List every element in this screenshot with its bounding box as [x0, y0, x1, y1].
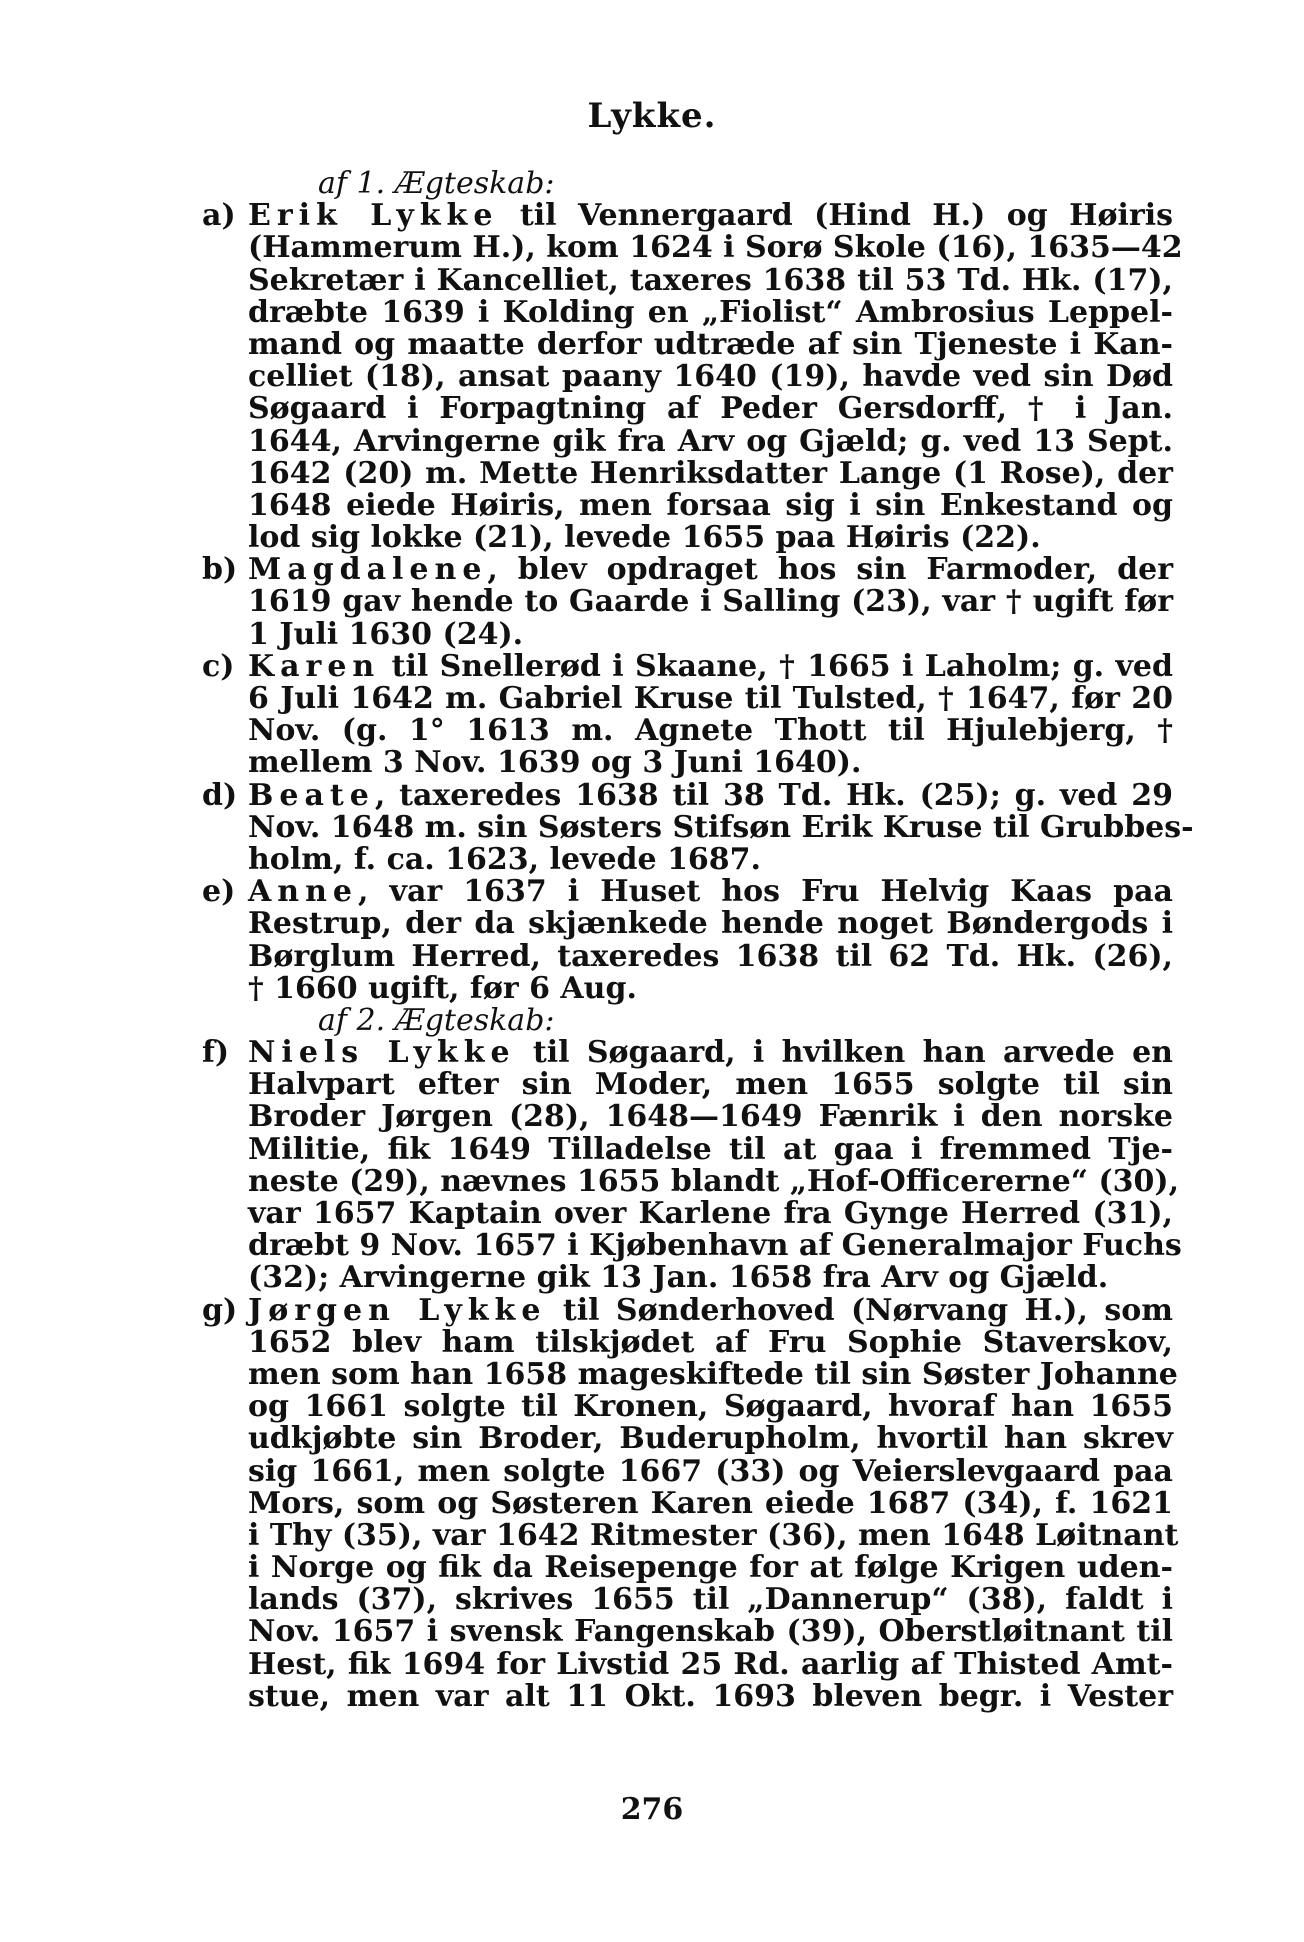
entry-line: var 1657 Kaptain over Karlene fra Gynge Herred (31),: [248, 1196, 1173, 1231]
person-name: Magdalene: [248, 552, 488, 588]
entry-marker: d): [202, 777, 238, 813]
entry-line: Halvpart efter sin Moder, men 1655 solgte til sin: [248, 1067, 1173, 1103]
entry-line: d) Beate, taxeredes 1638 til 38 Td. Hk. (25); g. ved 29: [202, 777, 1173, 813]
entry-line: 1652 blev ham tilskjødet af Fru Sophie Staverskov,: [248, 1324, 1173, 1360]
entry-line: mellem 3 Nov. 1639 og 3 Juni 1640).: [248, 745, 862, 781]
entry-line: c) Karen til Snellerød i Skaane, † 1665 i Laholm; g. ved: [202, 648, 1173, 684]
entry-line: i Thy (35), var 1642 Ritmester (36), men 1648 Løitnant: [248, 1517, 1179, 1553]
entry-line: g) Jørgen Lykke til Sønderhoved (Nørvang H.), som: [202, 1292, 1173, 1328]
genealogy-text: [202, 166, 1194, 1714]
person-name: Niels Lykke: [248, 1035, 516, 1071]
person-name: Erik Lykke: [248, 198, 499, 234]
entry-line: (Hammerum H.), kom 1624 i Sorø Skole (16), 1635—42: [248, 230, 1183, 266]
entry-line: Militie, fik 1649 Tilladelse til at gaa i fremmed Tje-: [248, 1131, 1173, 1167]
entry-line: Hest, fik 1694 for Livstid 25 Rd. aarlig af Thisted Amt-: [248, 1646, 1173, 1682]
entry-line: Nov. 1657 i svensk Fangenskab (39), Oberstløitnant til: [248, 1614, 1173, 1650]
entry-marker: b): [202, 552, 238, 588]
entry-line: Mors, som og Søsteren Karen eiede 1687 (34), f. 1621: [248, 1485, 1173, 1521]
entry-line: men som han 1658 mageskiftede til sin Søster Johanne: [248, 1356, 1178, 1392]
entry-line: dræbt 9 Nov. 1657 i Kjøbenhavn af Generalmajor Fuchs: [248, 1228, 1182, 1264]
entry-marker: c): [202, 648, 235, 684]
entry-line: i Norge og fik da Reisepenge for at følge Krigen uden-: [248, 1550, 1173, 1586]
page-number: 276: [620, 1792, 684, 1827]
entry-line: sig 1661, men solgte 1667 (33) og Veierslevgaard paa: [248, 1453, 1173, 1489]
entry-line: celliet (18), ansat paany 1640 (19), havde ved sin Død: [248, 359, 1173, 395]
entry-line: Børglum Herred, taxeredes 1638 til 62 Td. Hk. (26),: [248, 938, 1173, 974]
entry-line: Restrup, der da skjænkede hende noget Bøndergods i: [248, 906, 1173, 942]
entry-line: lod sig lokke (21), levede 1655 paa Høiris (22).: [248, 520, 1041, 556]
entry-marker: g): [202, 1292, 238, 1328]
entry-line: † 1660 ugift, før 6 Aug.: [248, 970, 637, 1006]
entry-line: udkjøbte sin Broder, Buderupholm, hvortil han skrev: [248, 1421, 1173, 1457]
entry-marker: a): [202, 198, 236, 234]
entry-line: Nov. (g. 1° 1613 m. Agnete Thott til Hjulebjerg, †: [248, 713, 1173, 749]
entry-line: Nov. 1648 m. sin Søsters Stifsøn Erik Kruse til Grubbes-: [248, 809, 1194, 845]
entry-line: mand og maatte derfor udtræde af sin Tjeneste i Kan-: [248, 326, 1173, 362]
entry-line: b) Magdalene, blev opdraget hos sin Farmoder, der: [202, 552, 1173, 588]
entry-line: 1648 eiede Høiris, men forsaa sig i sin Enkestand og: [248, 487, 1173, 523]
entry-line: holm, f. ca. 1623, levede 1687.: [248, 841, 762, 877]
entry-line: Søgaard i Forpagtning af Peder Gersdorff, † i Jan.: [248, 391, 1173, 427]
entry-line: f) Niels Lykke til Søgaard, i hvilken han arvede en: [202, 1035, 1173, 1071]
entry-line: neste (29), nævnes 1655 blandt „Hof-Officererne“ (30),: [248, 1163, 1180, 1199]
running-title: Lykke.: [587, 96, 717, 136]
section-heading-second-marriage: af 2. Ægteskab:: [318, 1002, 555, 1038]
entry-line: 1642 (20) m. Mette Henriksdatter Lange (1 Rose), der: [248, 455, 1173, 491]
entry-line: stue, men var alt 11 Okt. 1693 bleven begr. i Vester: [248, 1678, 1173, 1714]
person-name: Jørgen Lykke: [248, 1292, 547, 1328]
entry-line: Sekretær i Kancelliet, taxeres 1638 til 53 Td. Hk. (17),: [248, 262, 1173, 298]
entry-line: Broder Jørgen (28), 1648—1649 Fænrik i den norske: [248, 1099, 1173, 1135]
person-name: Beate: [248, 777, 375, 813]
entry-line: lands (37), skrives 1655 til „Dannerup“ (38), faldt i: [248, 1582, 1173, 1618]
entry-line: 1 Juli 1630 (24).: [248, 616, 524, 652]
entry-line: og 1661 solgte til Kronen, Søgaard, hvoraf han 1655: [248, 1389, 1173, 1425]
section-heading-first-marriage: af 1. Ægteskab:: [318, 166, 555, 201]
entry-line: e) Anne, var 1637 i Huset hos Fru Helvig Kaas paa: [202, 874, 1173, 910]
entry-marker: e): [202, 874, 236, 910]
person-name: Karen: [248, 648, 381, 684]
entry-line: dræbte 1639 i Kolding en „Fiolist“ Ambrosius Leppel-: [248, 294, 1173, 330]
entry-line: 6 Juli 1642 m. Gabriel Kruse til Tulsted, † 1647, før 20: [248, 681, 1173, 716]
entry-line: 1619 gav hende to Gaarde i Salling (23), var † ugift før: [248, 584, 1173, 620]
entry-marker: f): [202, 1035, 230, 1071]
entry-line: a) Erik Lykke til Vennergaard (Hind H.) og Høiris: [202, 198, 1173, 234]
entry-line: (32); Arvingerne gik 13 Jan. 1658 fra Arv og Gjæld.: [248, 1260, 1109, 1296]
person-name: Anne: [248, 874, 358, 910]
entry-line: 1644, Arvingerne gik fra Arv og Gjæld; g. ved 13 Sept.: [248, 423, 1173, 459]
